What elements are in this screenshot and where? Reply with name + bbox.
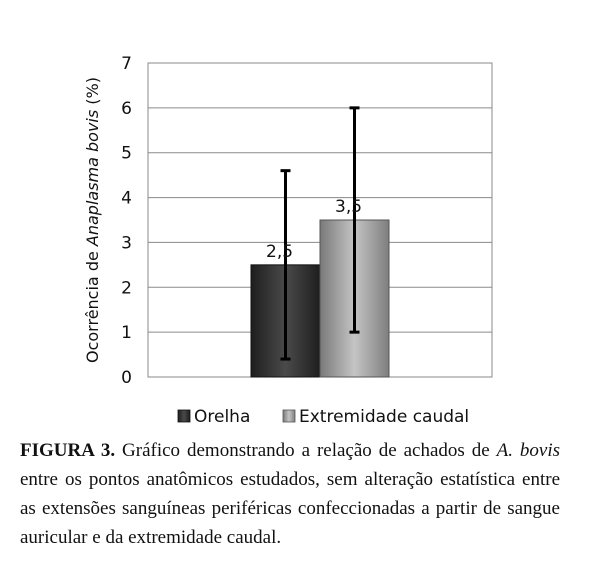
y-tick-label: 3 — [121, 233, 132, 254]
y-axis-label — [83, 77, 102, 363]
legend-label-extremidade-caudal: Extremidade caudal — [299, 407, 470, 427]
y-axis-ticks — [121, 54, 132, 388]
y-tick-label: 2 — [121, 278, 132, 299]
data-label-orelha: 2,5 — [266, 241, 294, 262]
caption-label: FIGURA 3. — [20, 440, 116, 461]
caption-text-after: entre os pontos anatômicos estudados, sem alteração estatística entre as extensões sanguíneas periféricas confeccionadas a partir de sangue auricular e da extremidade caudal. — [20, 469, 560, 548]
legend-swatch-orelha — [178, 410, 190, 422]
y-tick-label: 4 — [121, 188, 132, 209]
y-axis-label-unit: (%) — [83, 77, 102, 110]
y-tick-label: 7 — [121, 54, 132, 74]
legend — [178, 407, 469, 427]
y-axis-label-species: Anaplasma bovis — [83, 109, 102, 247]
y-tick-label: 1 — [121, 323, 132, 344]
data-label-extremidade-caudal: 3,5 — [335, 197, 363, 217]
y-tick-label: 6 — [121, 98, 132, 119]
legend-swatch-extremidade-caudal — [283, 410, 295, 422]
legend-label-orelha: Orelha — [194, 407, 251, 427]
y-tick-label: 0 — [121, 368, 132, 388]
caption-italic-species: A. bovis — [496, 440, 560, 461]
figure-caption — [20, 436, 560, 552]
caption-text-before: Gráfico demonstrando a relação de achados de — [115, 440, 497, 461]
y-tick-label: 5 — [121, 143, 132, 164]
y-axis-label-part-1: Ocorrência de — [83, 246, 102, 363]
